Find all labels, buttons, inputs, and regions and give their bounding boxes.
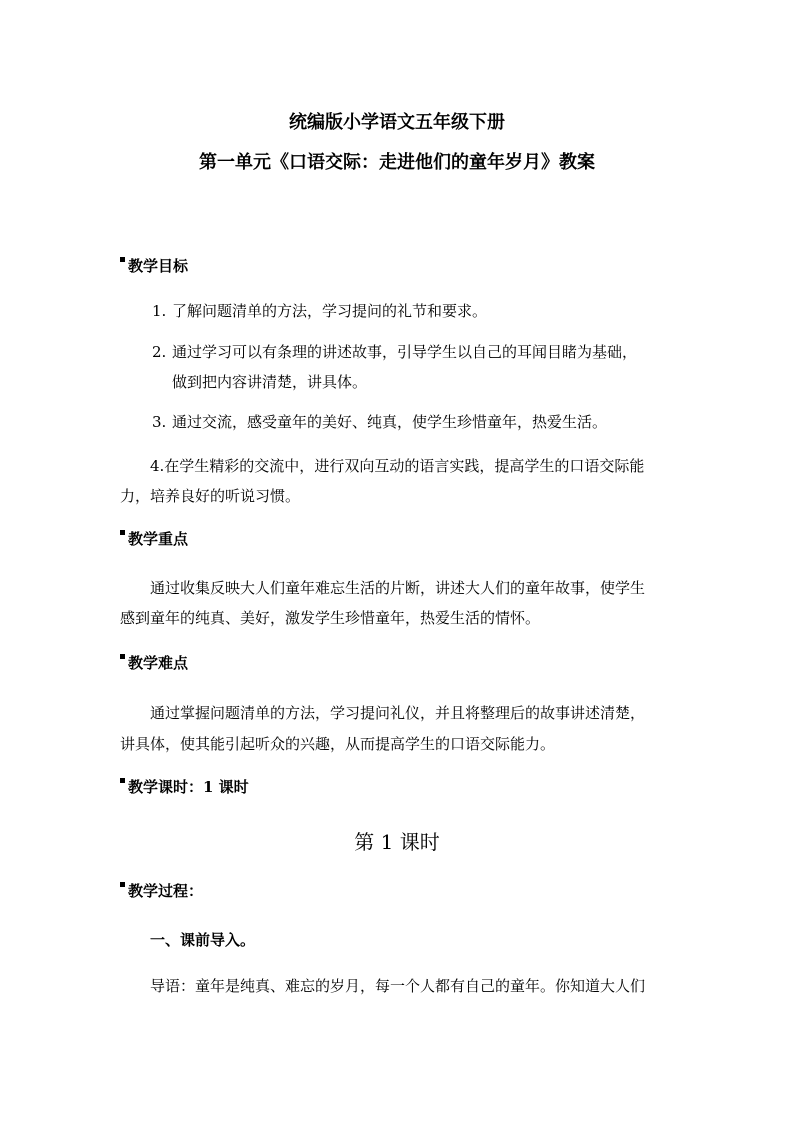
bullet-icon	[120, 530, 125, 535]
bullet-icon	[120, 257, 125, 262]
key-heading-text: 教学重点	[128, 530, 189, 548]
lesson-title: 第 1 课时	[354, 830, 440, 854]
hours-heading	[120, 776, 249, 797]
bullet-icon	[120, 882, 125, 887]
doc-title-line2: 第一单元《口语交际：走进他们的童年岁月》教案	[199, 152, 595, 173]
goal-item-3	[152, 412, 607, 432]
process-heading-text: 教学过程：	[128, 882, 204, 900]
goal-item-2	[152, 342, 637, 362]
key-heading	[120, 528, 188, 549]
bullet-icon	[120, 654, 125, 659]
goal-num: 2.	[152, 343, 167, 361]
key-text-line1: 通过收集反映大人们童年难忘生活的片断，讲述大人们的童年故事，使学生	[150, 579, 646, 597]
goal-item-1	[152, 301, 487, 321]
goal-text: 了解问题清单的方法，学习提问的礼节和要求。	[172, 302, 488, 320]
goal-num: 3.	[152, 413, 167, 431]
process-heading	[120, 880, 203, 901]
step1-text: 导语：童年是纯真、难忘的岁月，每一个人都有自己的童年。你知道大人们	[150, 977, 646, 995]
bullet-icon	[120, 778, 125, 783]
difficulty-heading-text: 教学难点	[128, 654, 189, 672]
goals-heading	[120, 255, 188, 276]
goal-text: 通过交流，感受童年的美好、纯真，使学生珍惜童年，热爱生活。	[172, 413, 608, 431]
doc-title-line1: 统编版小学语文五年级下册	[289, 112, 505, 133]
step1-heading: 一、课前导入。	[150, 931, 256, 949]
goal-item-2-cont: 做到把内容讲清楚，讲具体。	[172, 373, 368, 391]
key-text-line2: 感到童年的纯真、美好，激发学生珍惜童年，热爱生活的情怀。	[120, 609, 541, 627]
goals-heading-text: 教学目标	[128, 257, 189, 275]
difficulty-text-line2: 讲具体，使其能引起听众的兴趣，从而提高学生的口语交际能力。	[120, 735, 556, 753]
goal-num: 1.	[152, 302, 167, 320]
difficulty-text-line1: 通过掌握问题清单的方法，学习提问礼仪，并且将整理后的故事讲述清楚，	[150, 704, 646, 722]
goal-item-4-cont: 力，培养良好的听说习惯。	[120, 487, 301, 505]
difficulty-heading	[120, 652, 188, 673]
goal-text: 通过学习可以有条理的讲述故事，引导学生以自己的耳闻目睹为基础，	[172, 343, 638, 361]
hours-heading-text: 教学课时：1 课时	[128, 778, 249, 796]
goal-item-4: 4.在学生精彩的交流中，进行双向互动的语言实践，提高学生的口语交际能	[150, 457, 645, 475]
